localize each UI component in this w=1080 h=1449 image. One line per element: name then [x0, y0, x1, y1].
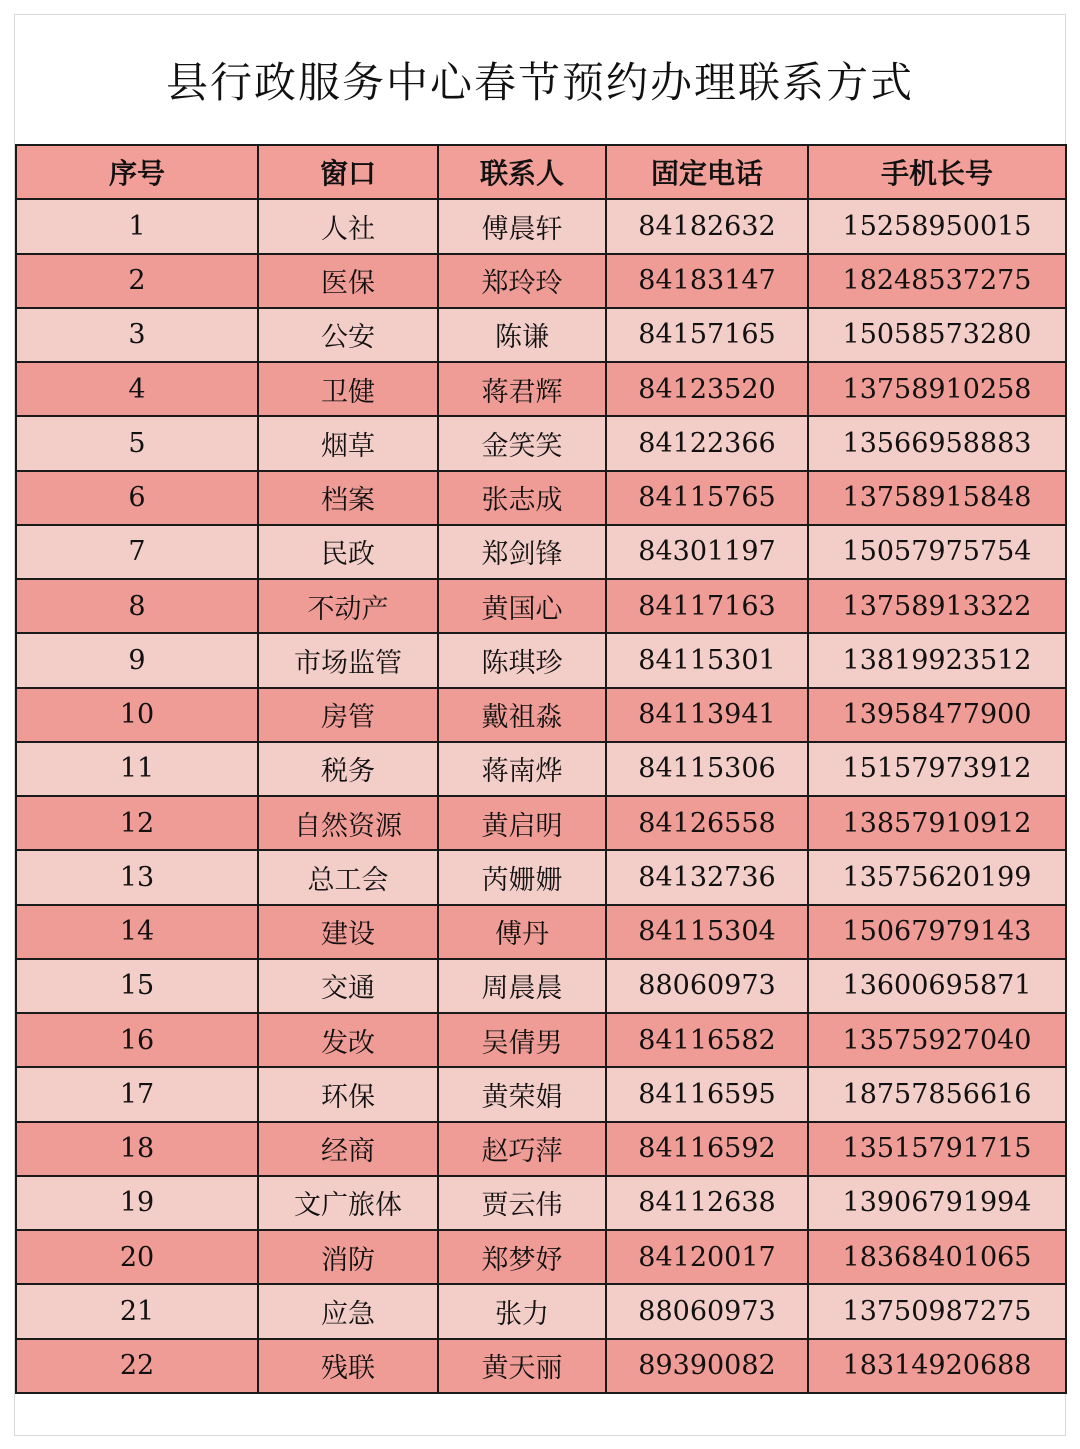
landline-cell: 84116582: [606, 1013, 808, 1067]
mobile-cell: 15258950015: [808, 199, 1066, 253]
window-cell: 自然资源: [258, 796, 438, 850]
mobile-cell: 13906791994: [808, 1176, 1066, 1230]
landline-cell: 84157165: [606, 308, 808, 362]
table-row: [16, 362, 1066, 416]
contact-person-cell: 蒋南烨: [438, 742, 606, 796]
table-row: [16, 471, 1066, 525]
landline-cell: 84115304: [606, 905, 808, 959]
window-cell: 医保: [258, 254, 438, 308]
contact-person-cell: 陈琪珍: [438, 633, 606, 687]
table-row: [16, 633, 1066, 687]
landline-cell: 84116595: [606, 1067, 808, 1121]
seq-cell: 2: [16, 254, 258, 308]
landline-cell: 84112638: [606, 1176, 808, 1230]
seq-cell: 21: [16, 1284, 258, 1338]
table-row: [16, 796, 1066, 850]
table-row: [16, 1013, 1066, 1067]
mobile-cell: 13750987275: [808, 1284, 1066, 1338]
window-cell: 民政: [258, 525, 438, 579]
landline-cell: 84115301: [606, 633, 808, 687]
window-cell: 烟草: [258, 416, 438, 470]
table-row: [16, 1067, 1066, 1121]
window-cell: 交通: [258, 959, 438, 1013]
seq-cell: 19: [16, 1176, 258, 1230]
window-cell: 公安: [258, 308, 438, 362]
mobile-cell: 15057975754: [808, 525, 1066, 579]
table-row: [16, 579, 1066, 633]
table-row: [16, 1339, 1066, 1393]
contact-person-cell: 赵巧萍: [438, 1122, 606, 1176]
contact-person-cell: 张力: [438, 1284, 606, 1338]
landline-cell: 84123520: [606, 362, 808, 416]
landline-cell: 84120017: [606, 1230, 808, 1284]
seq-header: 序号: [16, 145, 258, 199]
contact-table: [15, 144, 1067, 1394]
mobile-cell: 13857910912: [808, 796, 1066, 850]
seq-cell: 18: [16, 1122, 258, 1176]
contact-person-cell: 黄国心: [438, 579, 606, 633]
window-cell: 经商: [258, 1122, 438, 1176]
mobile-cell: 13758913322: [808, 579, 1066, 633]
mobile-cell: 13600695871: [808, 959, 1066, 1013]
mobile-cell: 15067979143: [808, 905, 1066, 959]
seq-cell: 13: [16, 850, 258, 904]
table-row: [16, 905, 1066, 959]
seq-cell: 12: [16, 796, 258, 850]
table-row: [16, 850, 1066, 904]
table-row: [16, 688, 1066, 742]
table-body: [16, 199, 1066, 1393]
mobile-cell: 18248537275: [808, 254, 1066, 308]
table-row: [16, 416, 1066, 470]
mobile-cell: 18757856616: [808, 1067, 1066, 1121]
table-row: [16, 1176, 1066, 1230]
window-cell: 总工会: [258, 850, 438, 904]
landline-cell: 84113941: [606, 688, 808, 742]
seq-cell: 1: [16, 199, 258, 253]
landline-cell: 84122366: [606, 416, 808, 470]
mobile-cell: 18368401065: [808, 1230, 1066, 1284]
seq-cell: 22: [16, 1339, 258, 1393]
table-row: [16, 1230, 1066, 1284]
window-cell: 人社: [258, 199, 438, 253]
mobile-cell: 13758915848: [808, 471, 1066, 525]
mobile-cell: 13566958883: [808, 416, 1066, 470]
window-cell: 发改: [258, 1013, 438, 1067]
mobile-cell: 13958477900: [808, 688, 1066, 742]
seq-cell: 6: [16, 471, 258, 525]
contact-person-cell: 吴倩男: [438, 1013, 606, 1067]
table-row: [16, 742, 1066, 796]
landline-cell: 84115765: [606, 471, 808, 525]
seq-cell: 3: [16, 308, 258, 362]
table-header-row: [16, 145, 1066, 199]
table-row: [16, 959, 1066, 1013]
contact-person-cell: 黄天丽: [438, 1339, 606, 1393]
seq-cell: 15: [16, 959, 258, 1013]
table-row: [16, 199, 1066, 253]
contact-person-cell: 周晨晨: [438, 959, 606, 1013]
window-cell: 建设: [258, 905, 438, 959]
seq-cell: 4: [16, 362, 258, 416]
window-cell: 残联: [258, 1339, 438, 1393]
window-cell: 档案: [258, 471, 438, 525]
mobile-cell: 18314920688: [808, 1339, 1066, 1393]
contact-person-cell: 芮姗姗: [438, 850, 606, 904]
mobile-cell: 15157973912: [808, 742, 1066, 796]
contact-person-cell: 陈谦: [438, 308, 606, 362]
seq-cell: 17: [16, 1067, 258, 1121]
seq-cell: 16: [16, 1013, 258, 1067]
contact-person-header: 联系人: [438, 145, 606, 199]
table-row: [16, 1122, 1066, 1176]
landline-cell: 84183147: [606, 254, 808, 308]
mobile-cell: 15058573280: [808, 308, 1066, 362]
mobile-header: 手机长号: [808, 145, 1066, 199]
mobile-cell: 13575927040: [808, 1013, 1066, 1067]
page-title: 县行政服务中心春节预约办理联系方式: [165, 58, 914, 107]
seq-cell: 8: [16, 579, 258, 633]
landline-cell: 84117163: [606, 579, 808, 633]
landline-cell: 84182632: [606, 199, 808, 253]
landline-cell: 88060973: [606, 1284, 808, 1338]
landline-cell: 88060973: [606, 959, 808, 1013]
window-cell: 房管: [258, 688, 438, 742]
contact-person-cell: 贾云伟: [438, 1176, 606, 1230]
window-cell: 卫健: [258, 362, 438, 416]
window-cell: 应急: [258, 1284, 438, 1338]
window-header: 窗口: [258, 145, 438, 199]
landline-header: 固定电话: [606, 145, 808, 199]
window-cell: 不动产: [258, 579, 438, 633]
mobile-cell: 13515791715: [808, 1122, 1066, 1176]
window-cell: 文广旅体: [258, 1176, 438, 1230]
seq-cell: 5: [16, 416, 258, 470]
table-row: [16, 525, 1066, 579]
seq-cell: 7: [16, 525, 258, 579]
contact-person-cell: 张志成: [438, 471, 606, 525]
contact-person-cell: 郑玲玲: [438, 254, 606, 308]
seq-cell: 10: [16, 688, 258, 742]
contact-person-cell: 戴祖淼: [438, 688, 606, 742]
window-cell: 市场监管: [258, 633, 438, 687]
contact-person-cell: 金笑笑: [438, 416, 606, 470]
contact-person-cell: 傅晨轩: [438, 199, 606, 253]
contact-person-cell: 黄荣娟: [438, 1067, 606, 1121]
landline-cell: 84132736: [606, 850, 808, 904]
mobile-cell: 13758910258: [808, 362, 1066, 416]
landline-cell: 84301197: [606, 525, 808, 579]
seq-cell: 9: [16, 633, 258, 687]
table-row: [16, 1284, 1066, 1338]
landline-cell: 84116592: [606, 1122, 808, 1176]
landline-cell: 89390082: [606, 1339, 808, 1393]
table-row: [16, 308, 1066, 362]
mobile-cell: 13819923512: [808, 633, 1066, 687]
seq-cell: 14: [16, 905, 258, 959]
window-cell: 消防: [258, 1230, 438, 1284]
contact-person-cell: 郑剑锋: [438, 525, 606, 579]
contact-person-cell: 郑梦妤: [438, 1230, 606, 1284]
seq-cell: 20: [16, 1230, 258, 1284]
landline-cell: 84126558: [606, 796, 808, 850]
contact-sheet: [14, 14, 1066, 1436]
window-cell: 税务: [258, 742, 438, 796]
table-row: [16, 254, 1066, 308]
contact-person-cell: 黄启明: [438, 796, 606, 850]
mobile-cell: 13575620199: [808, 850, 1066, 904]
window-cell: 环保: [258, 1067, 438, 1121]
seq-cell: 11: [16, 742, 258, 796]
contact-person-cell: 傅丹: [438, 905, 606, 959]
contact-person-cell: 蒋君辉: [438, 362, 606, 416]
landline-cell: 84115306: [606, 742, 808, 796]
